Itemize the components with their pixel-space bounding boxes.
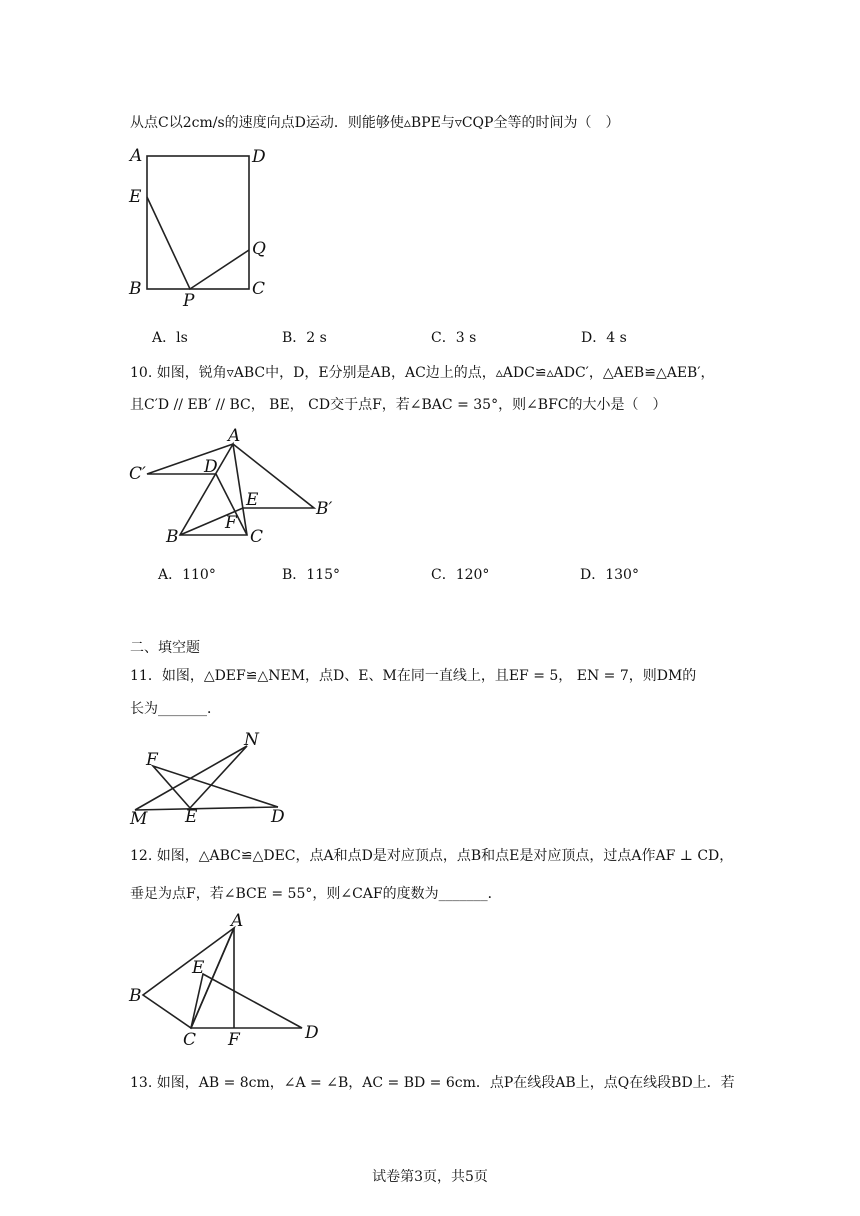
- q11-label-f: F: [146, 750, 158, 770]
- q12-triangle-dec: [191, 974, 302, 1028]
- q9-label-d: D: [252, 147, 266, 167]
- q13-text-line1: 13. 如图，AB = 8cm，∠A = ∠B，AC = BD = 6cm．点P在线段AB上，点Q在线段BD上．若: [130, 1075, 735, 1091]
- page-footer: 试卷第3页，共5页: [372, 1169, 488, 1185]
- q12-triangle-abc: [143, 928, 234, 1028]
- q11-label-d: D: [271, 807, 285, 827]
- q10-label-f: F: [225, 513, 237, 533]
- q9-label-e: E: [129, 187, 142, 207]
- q10-label-a: A: [228, 426, 241, 446]
- q9-label-q: Q: [252, 239, 266, 259]
- q9-option-a[interactable]: A．ls: [152, 330, 188, 346]
- q10-option-a[interactable]: A．110°: [158, 567, 216, 583]
- q12-label-d: D: [305, 1023, 319, 1043]
- q9-label-b: B: [129, 279, 142, 299]
- q9-label-c: C: [252, 279, 266, 299]
- q10-label-b-prime: B′: [316, 499, 333, 519]
- q10-option-b[interactable]: B．115°: [282, 567, 341, 583]
- q10-text-line2: 且C′D // EB′ // BC， BE， CD交于点F，若∠BAC = 35°，则∠BFC的大小是（ ）: [130, 397, 667, 413]
- q10-text-line1: 10. 如图，锐角▿ABC中，D，E分别是AB，AC边上的点，▵ADC≌▵ADC′，△AEB≌△AEB′，: [130, 365, 715, 381]
- q9-option-c[interactable]: C．3 s: [431, 330, 477, 346]
- q10-label-e: E: [246, 490, 259, 510]
- q12-text-line1: 12. 如图，△ABC≌△DEC，点A和点D是对应顶点，点B和点E是对应顶点，过点A作AF ⊥ CD，: [130, 848, 734, 864]
- q11-label-e: E: [185, 807, 198, 827]
- q9-label-p: P: [183, 291, 195, 311]
- section-title: 二、填空题: [130, 640, 200, 656]
- q10-option-c[interactable]: C．120°: [431, 567, 490, 583]
- q9-text: 从点C以2cm/s的速度向点D运动．则能够使▵BPE与▿CQP全等的时间为（ ）: [130, 115, 620, 131]
- q10-option-d[interactable]: D．130°: [580, 567, 639, 583]
- q10-label-c: C: [250, 527, 264, 547]
- q12-label-b: B: [129, 986, 142, 1006]
- q11-label-m: M: [130, 809, 148, 829]
- q9-option-d[interactable]: D．4 s: [581, 330, 627, 346]
- q12-text-line2: 垂足为点F，若∠BCE = 55°，则∠CAF的度数为_______．: [130, 886, 502, 902]
- q10-label-c-prime: C′: [129, 464, 146, 484]
- q12-label-c: C: [183, 1030, 197, 1050]
- q12-label-e: E: [192, 958, 205, 978]
- q10-label-d: D: [204, 457, 218, 477]
- q9-option-b[interactable]: B．2 s: [282, 330, 327, 346]
- q11-label-n: N: [244, 730, 259, 750]
- q12-label-f: F: [228, 1030, 240, 1050]
- q10-label-b: B: [166, 527, 179, 547]
- q9-label-a: A: [130, 146, 143, 166]
- q12-label-a: A: [231, 911, 244, 931]
- q11-text-line2: 长为_______．: [130, 701, 221, 717]
- q11-text-line1: 11．如图，△DEF≌△NEM，点D、E、M在同一直线上，且EF = 5， EN = 7，则DM的: [130, 668, 697, 684]
